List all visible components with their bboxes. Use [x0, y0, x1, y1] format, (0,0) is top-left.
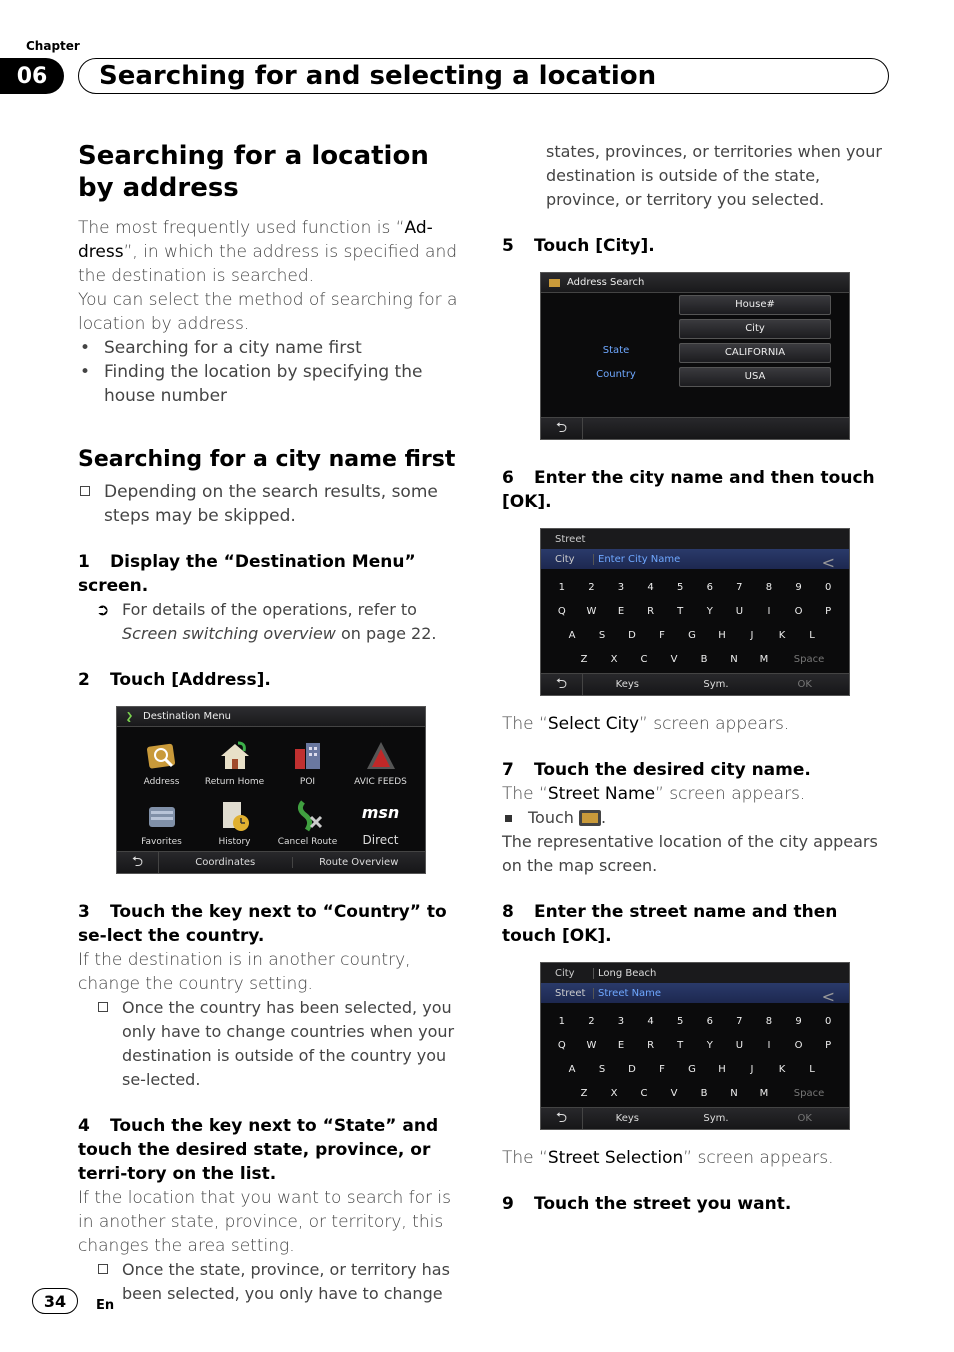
key[interactable]: O	[794, 605, 803, 617]
step-9: 9 Touch the street you want.	[502, 1194, 792, 1214]
key[interactable]: J	[750, 1063, 754, 1075]
key[interactable]: R	[647, 1039, 655, 1051]
key[interactable]: Y	[706, 605, 713, 617]
key[interactable]: I	[767, 1039, 771, 1051]
intro-paragraph-2: You can select the method of searching for a location by address.	[78, 290, 458, 334]
after-step-7: The “Street Name” screen appears.	[502, 784, 806, 804]
key[interactable]: V	[670, 653, 678, 665]
key[interactable]: 1	[558, 1015, 565, 1027]
key[interactable]: Q	[557, 605, 566, 617]
keys-button[interactable]: Keys	[615, 1113, 639, 1124]
home-icon	[218, 739, 252, 773]
key[interactable]: U	[735, 1039, 744, 1051]
step-1: 1 Display the “Destination Menu” screen.	[78, 552, 416, 596]
key[interactable]: D	[628, 1063, 636, 1075]
key[interactable]: I	[767, 605, 771, 617]
city-row[interactable]: City Enter City Name	[541, 549, 849, 569]
key[interactable]: F	[659, 629, 665, 641]
city-row: City Long Beach	[541, 963, 849, 983]
ok-button[interactable]: OK	[797, 1113, 812, 1124]
screen-bottom-bar	[117, 851, 425, 873]
back-icon[interactable]: ⮌	[541, 674, 583, 695]
street-keyboard-screen	[540, 962, 850, 1130]
menu-return-home[interactable]: Return Home	[198, 731, 271, 791]
page-number: 34	[32, 1288, 78, 1314]
key[interactable]: D	[628, 629, 636, 641]
key[interactable]: A	[568, 629, 576, 641]
continued-note: states, provinces, or territories when your destination is outside of the state, province, or territory you selected.	[546, 142, 882, 209]
key[interactable]: 5	[676, 581, 684, 593]
country-button[interactable]: USA	[679, 367, 831, 387]
avic-icon	[364, 739, 398, 773]
key[interactable]: X	[610, 653, 618, 665]
key[interactable]: V	[670, 1087, 678, 1099]
key[interactable]: C	[640, 1087, 648, 1099]
key[interactable]: C	[640, 653, 648, 665]
key[interactable]: W	[586, 605, 597, 617]
space-key[interactable]: Space	[793, 653, 825, 665]
key[interactable]: E	[617, 605, 625, 617]
key[interactable]: J	[750, 629, 754, 641]
delete-icon[interactable]: <	[821, 987, 835, 1006]
representative-note: The representative location of the city appears on the map screen.	[502, 832, 878, 875]
key[interactable]: P	[825, 605, 832, 617]
key[interactable]: 4	[647, 1015, 654, 1027]
keyboard	[547, 575, 843, 671]
map-icon	[579, 810, 601, 826]
key[interactable]: 7	[736, 1015, 743, 1027]
menu-cancel-route[interactable]: Cancel Route	[271, 791, 344, 851]
key[interactable]: N	[730, 1087, 738, 1099]
key[interactable]: F	[659, 1063, 665, 1075]
destination-menu-screen	[116, 706, 426, 874]
chapter-number: 06	[0, 58, 64, 94]
building-icon	[291, 739, 325, 773]
step-4: 4 Touch the key next to “State” and touch the desired state, province, or terri-tory on the list.	[78, 1116, 439, 1184]
key[interactable]: S	[598, 629, 606, 641]
menu-address[interactable]: Address	[125, 731, 198, 791]
key[interactable]: 6	[706, 1015, 713, 1027]
menu-msn-direct[interactable]: msn Direct	[344, 791, 417, 851]
screen-bottom-bar	[541, 417, 849, 439]
key[interactable]: O	[794, 1039, 803, 1051]
ok-button[interactable]: OK	[797, 679, 812, 690]
key[interactable]: 0	[824, 1015, 832, 1027]
checkbox-icon	[80, 486, 90, 496]
back-icon[interactable]: ⮌	[117, 852, 159, 873]
route-overview-button[interactable]: Route Overview	[319, 857, 399, 868]
destination-icon	[125, 712, 137, 722]
key[interactable]: 9	[795, 581, 802, 593]
street-row: Street	[541, 529, 849, 549]
symbols-button[interactable]: Sym.	[703, 679, 729, 690]
reference-note: ➲ For details of the operations, refer to Screen switching overview on page 22.	[96, 600, 437, 643]
key[interactable]: 6	[706, 581, 713, 593]
key[interactable]: 0	[824, 581, 832, 593]
back-icon[interactable]: ⮌	[541, 1108, 583, 1129]
cancel-route-icon	[291, 799, 325, 833]
key[interactable]: 9	[795, 1015, 802, 1027]
key[interactable]: Q	[557, 1039, 566, 1051]
key[interactable]: G	[688, 1063, 696, 1075]
country-label: Country	[596, 369, 636, 380]
key[interactable]: K	[778, 1063, 786, 1075]
key[interactable]: 2	[588, 581, 595, 593]
house-number-button[interactable]: House#	[679, 295, 831, 315]
screen-bottom-bar	[541, 673, 849, 695]
right-column	[502, 140, 890, 1216]
key[interactable]: K	[778, 629, 786, 641]
key[interactable]: X	[610, 1087, 618, 1099]
menu-favorites[interactable]: Favorites	[125, 791, 198, 851]
key[interactable]: T	[677, 1039, 684, 1051]
key[interactable]: 8	[765, 1015, 773, 1027]
menu-poi[interactable]: POI	[271, 731, 344, 791]
state-button[interactable]: CALIFORNIA	[679, 343, 831, 363]
space-key[interactable]: Space	[793, 1087, 825, 1099]
address-search-screen	[540, 272, 850, 440]
step-3-body: If the destination is in another country, change the country setting.	[78, 950, 411, 994]
key[interactable]: T	[677, 605, 684, 617]
street-row[interactable]: Street Street Name	[541, 983, 849, 1003]
key[interactable]: Z	[580, 653, 588, 665]
step-2: 2 Touch [Address].	[78, 670, 271, 690]
step-8: 8 Enter the street name and then touch [OK].	[502, 902, 838, 946]
after-step-8: The “Street Selection” screen appears.	[502, 1148, 834, 1168]
step-6: 6 Enter the city name and then touch [OK].	[502, 468, 875, 512]
key[interactable]: M	[759, 1087, 769, 1099]
coordinates-button[interactable]: Coordinates	[159, 857, 293, 868]
key[interactable]: 5	[676, 1015, 684, 1027]
key[interactable]: U	[735, 605, 744, 617]
keys-button[interactable]: Keys	[615, 679, 639, 690]
keyboard	[547, 1009, 843, 1105]
checkbox-icon	[98, 1264, 108, 1274]
arrow-icon: ➲	[96, 600, 110, 619]
key[interactable]: Z	[580, 1087, 588, 1099]
key[interactable]: S	[598, 1063, 606, 1075]
key[interactable]: 4	[647, 581, 654, 593]
favorites-icon	[145, 799, 179, 833]
touch-item: Touch .	[502, 806, 890, 830]
city-button[interactable]: City	[679, 319, 831, 339]
step-4-body: If the location that you want to search for is in another state, province, or territory, this changes the area setting.	[78, 1188, 451, 1256]
menu-avic-feeds[interactable]: AVIC FEEDS	[344, 731, 417, 791]
key[interactable]: W	[586, 1039, 597, 1051]
street-input[interactable]: Street Name	[593, 988, 849, 999]
screen-bottom-bar	[541, 1107, 849, 1129]
chapter-title: Searching for and selecting a location	[78, 58, 889, 94]
section-heading: Searching for a location by address	[78, 141, 429, 203]
key[interactable]: 8	[765, 581, 773, 593]
key[interactable]: 1	[558, 581, 565, 593]
intro-paragraph: The most frequently used function is “Ad-dress”, in which the address is specified and the destination is searched.	[78, 218, 458, 286]
delete-icon[interactable]: <	[821, 553, 835, 572]
key[interactable]: R	[647, 605, 655, 617]
key[interactable]: B	[700, 1087, 708, 1099]
note: Once the country has been selected, you only have to change countries when your destination is outside of the country you se-lected.	[96, 996, 466, 1092]
back-icon[interactable]: ⮌	[541, 418, 583, 439]
state-label: State	[602, 345, 630, 356]
key[interactable]: H	[718, 629, 726, 641]
after-step-6: The “Select City” screen appears.	[502, 714, 790, 734]
key[interactable]: 3	[617, 581, 625, 593]
map-pin-icon	[145, 739, 179, 773]
key[interactable]: P	[825, 1039, 832, 1051]
key[interactable]: H	[718, 1063, 726, 1075]
key[interactable]: Y	[706, 1039, 713, 1051]
clock-icon	[218, 799, 252, 833]
step-5: 5 Touch [City].	[502, 236, 655, 256]
menu-history[interactable]: History	[198, 791, 271, 851]
key[interactable]: 7	[736, 581, 743, 593]
note: Depending on the search results, some steps may be skipped.	[78, 480, 466, 528]
subsection-heading: Searching for a city name first	[78, 447, 456, 472]
screen-title-bar: Address Search	[541, 273, 849, 293]
step-3: 3 Touch the key next to “Country” to se-lect the country.	[78, 902, 447, 946]
bullet-item: • Finding the location by specifying the house number	[78, 360, 466, 408]
chapter-label: Chapter	[26, 39, 80, 53]
key[interactable]: 2	[588, 1015, 595, 1027]
key[interactable]: M	[759, 653, 769, 665]
left-column	[78, 140, 466, 1306]
city-input[interactable]: Enter City Name	[593, 554, 849, 565]
key[interactable]: 3	[617, 1015, 625, 1027]
key[interactable]: A	[568, 1063, 576, 1075]
bullet-item: • Searching for a city name first	[78, 336, 466, 360]
step-7: 7 Touch the desired city name.	[502, 760, 811, 780]
screen-title-bar: Destination Menu	[117, 707, 425, 727]
key[interactable]: E	[617, 1039, 625, 1051]
key[interactable]: L	[809, 629, 815, 641]
symbols-button[interactable]: Sym.	[703, 1113, 729, 1124]
address-icon	[549, 278, 561, 288]
key[interactable]: G	[688, 629, 696, 641]
msn-icon: msn	[361, 802, 400, 822]
key[interactable]: L	[809, 1063, 815, 1075]
key[interactable]: B	[700, 653, 708, 665]
key[interactable]: N	[730, 653, 738, 665]
note: Once the state, province, or territory has been selected, you only have to change	[96, 1258, 466, 1306]
city-keyboard-screen	[540, 528, 850, 696]
language-label: En	[96, 1298, 115, 1313]
checkbox-icon	[98, 1002, 108, 1012]
